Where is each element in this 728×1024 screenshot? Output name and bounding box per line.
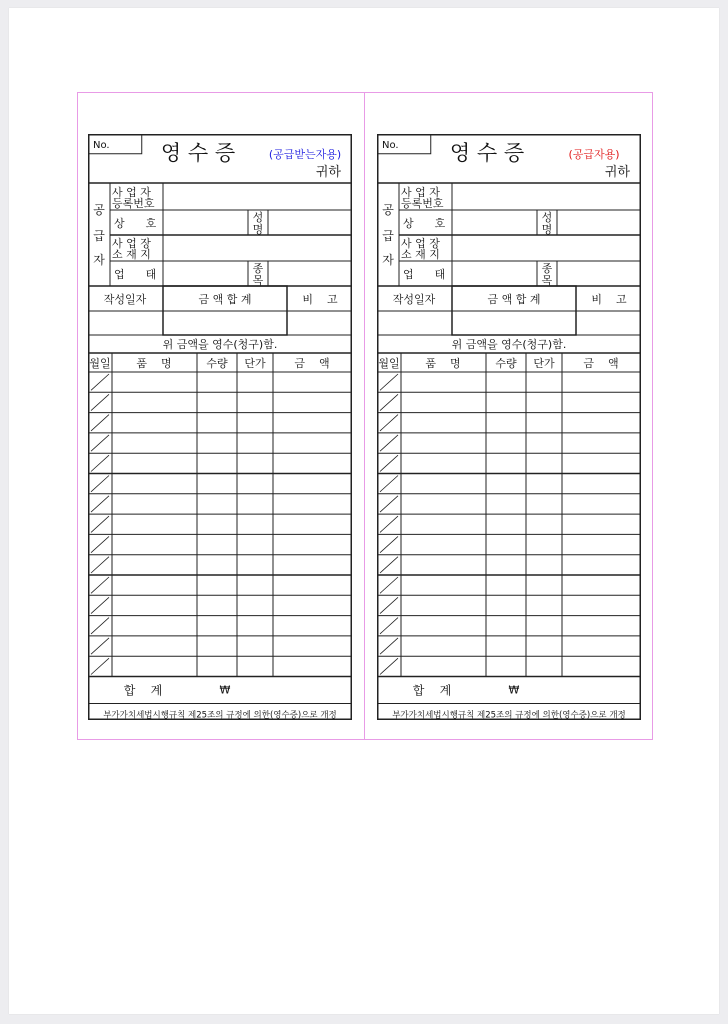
supplier-label-char: 공 xyxy=(93,203,105,217)
date-slash xyxy=(91,374,109,390)
address-label: 소 재 지 xyxy=(401,248,440,261)
date-slash xyxy=(380,496,398,512)
regulation-footer: 부가가치세법시행규칙 제25조의 규정에 의한(영수증)으로 개정 xyxy=(103,710,337,721)
supplier-label-char: 급 xyxy=(382,229,394,243)
date-label: 작성일자 xyxy=(392,293,436,306)
date-slash xyxy=(380,577,398,593)
date-slash xyxy=(91,618,109,634)
date-slash xyxy=(91,435,109,451)
total-amount-label: 금 액 합 계 xyxy=(487,293,541,306)
date-slash xyxy=(91,455,109,471)
receipt-form xyxy=(88,134,352,720)
col-qty-header: 수량 xyxy=(206,357,228,370)
col-price-header: 단가 xyxy=(533,357,555,370)
col-item-header: 품 명 xyxy=(425,357,461,370)
rep-name-label: 명 xyxy=(252,223,264,236)
col-month-day-header: 월일 xyxy=(89,357,111,370)
date-slash xyxy=(380,597,398,613)
business-item-label: 종 xyxy=(541,262,553,275)
date-slash xyxy=(380,476,398,492)
date-slash xyxy=(380,455,398,471)
date-slash xyxy=(91,476,109,492)
date-slash xyxy=(380,658,398,674)
receipt-number-label: No. xyxy=(382,140,399,151)
date-slash xyxy=(91,415,109,431)
date-slash xyxy=(380,638,398,654)
receipt-supplier-copy xyxy=(377,134,641,720)
receipt-title: 영 수 증 xyxy=(160,141,236,165)
trade-name-label: 상 호 xyxy=(403,217,446,230)
date-label: 작성일자 xyxy=(103,293,147,306)
rep-name-label: 성 xyxy=(541,211,553,224)
business-item-label: 종 xyxy=(252,262,264,275)
col-amount-header: 금 액 xyxy=(294,357,330,370)
copy-type-label: (공급자용) xyxy=(568,148,620,161)
col-price-header: 단가 xyxy=(244,357,266,370)
date-slash xyxy=(380,536,398,552)
address-label: 사 업 장 xyxy=(401,237,440,250)
business-item-label: 목 xyxy=(541,274,553,287)
reg-no-label: 등록번호 xyxy=(112,197,155,210)
col-item-header: 품 명 xyxy=(136,357,172,370)
honorific-label: 귀하 xyxy=(604,165,630,180)
date-slash xyxy=(91,557,109,573)
receipt-form xyxy=(377,134,641,720)
date-slash xyxy=(91,536,109,552)
date-slash xyxy=(380,374,398,390)
date-slash xyxy=(380,435,398,451)
currency-symbol: ₩ xyxy=(508,683,520,697)
reg-no-label: 사 업 자 xyxy=(112,186,151,199)
date-slash xyxy=(380,394,398,410)
remarks-label: 비 고 xyxy=(302,293,338,306)
receipt-title: 영 수 증 xyxy=(449,141,525,165)
address-label: 사 업 장 xyxy=(112,237,151,250)
date-slash xyxy=(380,415,398,431)
total-amount-label: 금 액 합 계 xyxy=(198,293,252,306)
rep-name-label: 성 xyxy=(252,211,264,224)
date-slash xyxy=(91,597,109,613)
honorific-label: 귀하 xyxy=(315,165,341,180)
reg-no-label: 등록번호 xyxy=(401,197,444,210)
regulation-footer: 부가가치세법시행규칙 제25조의 규정에 의한(영수증)으로 개정 xyxy=(392,710,626,721)
business-type-label: 업 태 xyxy=(114,268,157,281)
sum-label: 합 계 xyxy=(123,683,163,698)
reg-no-label: 사 업 자 xyxy=(401,186,440,199)
date-slash xyxy=(380,618,398,634)
currency-symbol: ₩ xyxy=(219,683,231,697)
col-month-day-header: 월일 xyxy=(378,357,400,370)
address-label: 소 재 지 xyxy=(112,248,151,261)
receipt-number-label: No. xyxy=(93,140,110,151)
remarks-label: 비 고 xyxy=(591,293,627,306)
date-slash xyxy=(380,516,398,532)
supplier-label-char: 자 xyxy=(93,253,105,267)
business-item-label: 목 xyxy=(252,274,264,287)
receipt-customer-copy xyxy=(88,134,352,720)
date-slash xyxy=(91,638,109,654)
trade-name-label: 상 호 xyxy=(114,217,157,230)
date-slash xyxy=(380,557,398,573)
business-type-label: 업 태 xyxy=(403,268,446,281)
receipt-statement: 위 금액을 영수(청구)함. xyxy=(451,338,567,351)
date-slash xyxy=(91,496,109,512)
supplier-label-char: 공 xyxy=(382,203,394,217)
date-slash xyxy=(91,516,109,532)
supplier-label-char: 자 xyxy=(382,253,394,267)
date-slash xyxy=(91,394,109,410)
supplier-label-char: 급 xyxy=(93,229,105,243)
col-qty-header: 수량 xyxy=(495,357,517,370)
date-slash xyxy=(91,658,109,674)
print-guide-divider xyxy=(364,92,365,740)
receipt-statement: 위 금액을 영수(청구)함. xyxy=(162,338,278,351)
sum-label: 합 계 xyxy=(412,683,452,698)
copy-type-label: (공급받는자용) xyxy=(268,148,342,161)
date-slash xyxy=(91,577,109,593)
rep-name-label: 명 xyxy=(541,223,553,236)
col-amount-header: 금 액 xyxy=(583,357,619,370)
